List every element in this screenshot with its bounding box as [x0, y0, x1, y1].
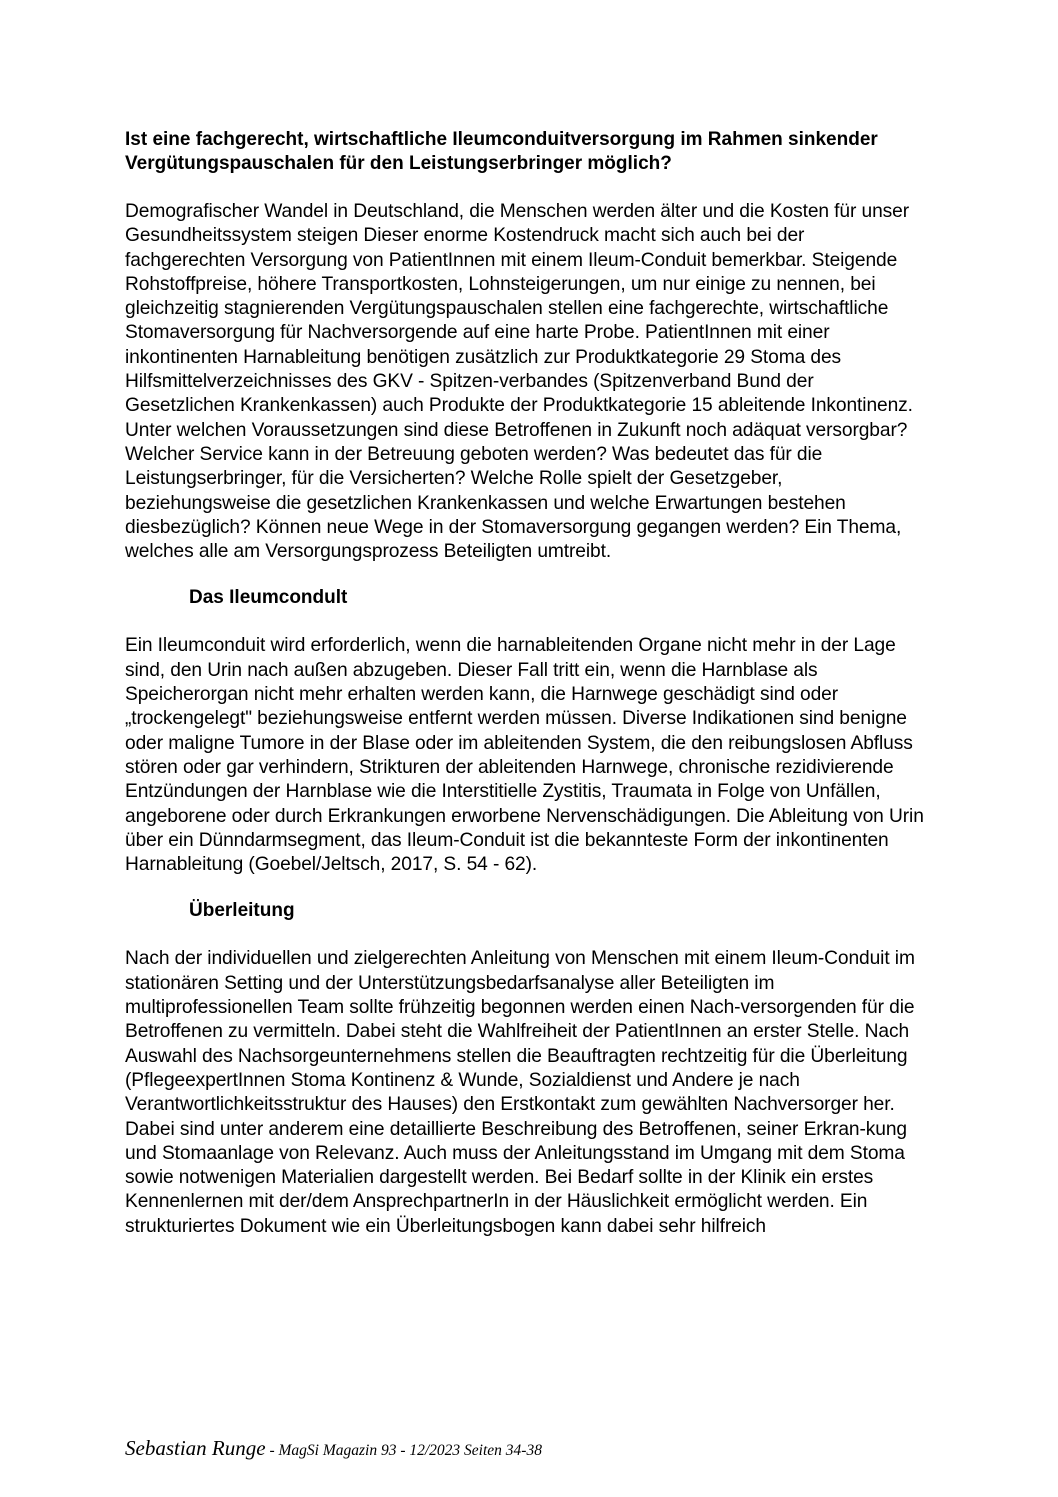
page-footer	[125, 1436, 542, 1461]
section-heading-ileumconduit: Das Ileumcondult	[189, 587, 348, 609]
intro-paragraph: Demografischer Wandel in Deutschland, die Menschen werden älter und die Kosten für unser Gesundheitssystem steigen Dieser enorme Kostendruck macht sich auch bei der fachgerechten Versorgung von PatientInnen mit einem Ileum-Conduit bemerkbar. Steigende Rohstoffpreise, höhere Transportkosten, Lohnsteigerungen, um nur einige zu nennen, bei gleichzeitig stagnierenden Vergütungspauschalen stellen eine fachgerechte, wirtschaftliche Stomaversorgung für Nachversorgende auf eine harte Probe. PatientInnen mit einer inkontinenten Harnableitung benötigen zusätzlich zur Produktkategorie 29 Stoma des Hilfsmittelverzeichnisses des GKV - Spitzen-verbandes (Spitzenverband Bund der Gesetzlichen Krankenkassen) auch Produkte der Produktkategorie 15 ableitende Inkontinenz. Unter welchen Voraussetzungen sind diese Betroffenen in Zukunft noch adäquat versorgbar? Welcher Service kann in der Betreuung geboten werden? Was bedeutet das für die Leistungserbringer, für die Versicherten? Welche Rolle spielt der Gesetzgeber, beziehungsweise die gesetzlichen Krankenkassen und welche Erwartungen bestehen diesbezüglich? Können neue Wege in der Stomaversorgung gegangen werden? Ein Thema, welches alle am Versorgungsprozess Beteiligten umtreibt.	[125, 201, 913, 563]
section-paragraph-ileumconduit: Ein Ileumconduit wird erforderlich, wenn die harnableitenden Organe nicht mehr in der Lage sind, den Urin nach außen abzugeben. Dieser Fall tritt ein, wenn die Harnblase als Speicherorgan nicht mehr erhalten werden kann, die Harnwege geschädigt sind oder „trockengelegt" beziehungsweise entfernt werden müssen. Diverse Indikationen sind benigne oder maligne Tumore in der Blase oder im ableitenden System, die den reibungslosen Abfluss stören oder gar verhindern, Strikturen der ableitenden Harnwege, chronische rezidivierende Entzündungen der Harnblase wie die Interstitielle Zystitis, Traumata in Folge von Unfällen, angeborene oder durch Erkrankungen erworbene Nervenschädigungen. Die Ableitung von Urin über ein Dünndarmsegment, das Ileum-Conduit ist die bekannteste Form der inkontinenten Harnableitung (Goebel/Jeltsch, 2017, S. 54 - 62).	[125, 635, 924, 876]
footer-author: Sebastian Runge	[125, 1436, 266, 1460]
document-body	[125, 128, 925, 1239]
footer-source: - MagSi Magazin 93 - 12/2023 Seiten 34-38	[265, 1442, 542, 1459]
document-title: Ist eine fachgerecht, wirtschaftliche Ileumconduitversorgung im Rahmen sinkender Vergütungspauschalen für den Leistungserbringer möglich?	[125, 129, 878, 174]
section-heading-ueberleitung: Überleitung	[189, 900, 295, 922]
section-paragraph-ueberleitung: Nach der individuellen und zielgerechten Anleitung von Menschen mit einem Ileum-Conduit im stationären Setting und der Unterstützungsbedarfsanalyse aller Beteiligten im multiprofessionellen Team sollte frühzeitig begonnen werden einen Nach-versorgenden für die Betroffenen zu vermitteln. Dabei steht die Wahlfreiheit der PatientInnen an erster Stelle. Nach Auswahl des Nachsorgeunternehmens stellen die Beauftragten rechtzeitig für die Überleitung (PflegeexpertInnen Stoma Kontinenz & Wunde, Sozialdienst und Andere je nach Verantwortlichkeitsstruktur des Hauses) den Erstkontakt zum gewählten Nachversorger her. Dabei sind unter anderem eine detaillierte Beschreibung des Betroffenen, seiner Erkran-kung und Stomaanlage von Relevanz. Auch muss der Anleitungsstand im Umgang mit dem Stoma sowie notwenigen Materialien dargestellt werden. Bei Bedarf sollte in der Klinik ein erstes Kennenlernen mit der/dem AnsprechpartnerIn in der Häuslichkeit ermöglicht werden. Ein strukturiertes Dokument wie ein Überleitungsbogen kann dabei sehr hilfreich	[125, 948, 915, 1237]
